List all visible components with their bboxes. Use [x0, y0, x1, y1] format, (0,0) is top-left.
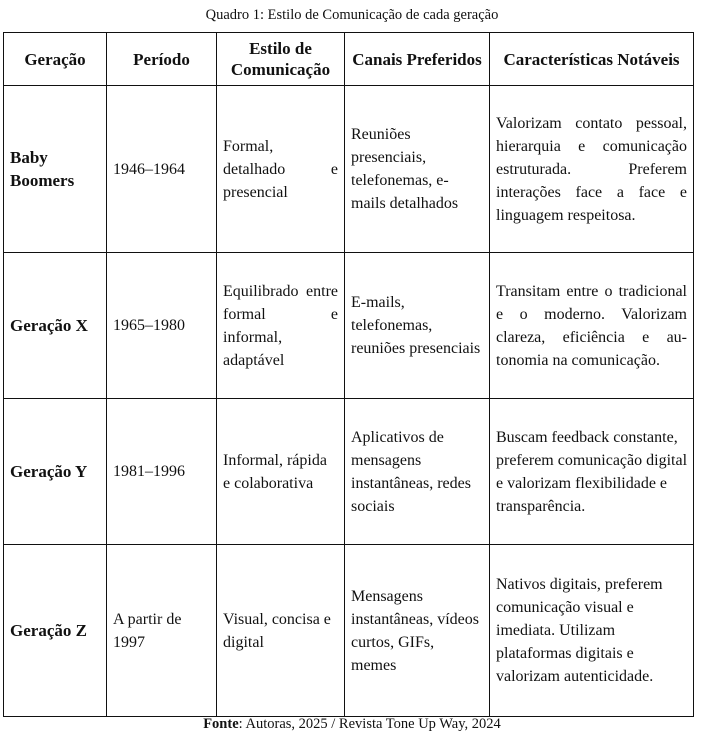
cell-canais: E-mails, telefonemas, reuniões presenciais [345, 253, 490, 399]
header-estilo: Estilo de Comunicação [217, 33, 345, 86]
cell-estilo: Visual, concisa e digital [217, 545, 345, 717]
cell-caracteristicas: Buscam feedback constante, preferem comunicação digital e valorizam flexibilidade e transparência. [490, 399, 694, 545]
cell-estilo: Formal, detalhado e presencial [217, 86, 345, 253]
table-header-row [4, 33, 694, 86]
cell-periodo: A partir de 1997 [107, 545, 217, 717]
source-text: : Autoras, 2025 / Revista Tone Up Way, 2024 [238, 716, 501, 732]
table-row [4, 253, 694, 399]
cell-geracao: Baby Boomers [4, 86, 107, 253]
source-label: Fonte [203, 716, 239, 732]
cell-caracteristicas: Nativos digitais, preferem comunicação visual e imediata. Utilizam plataformas digitais e valorizam autenticidade. [490, 545, 694, 717]
cell-geracao: Geração X [4, 253, 107, 399]
header-periodo: Período [107, 33, 217, 86]
cell-canais: Aplicativos de mensagens instantâneas, redes sociais [345, 399, 490, 545]
table-source-note [0, 715, 704, 733]
header-canais: Canais Preferidos [345, 33, 490, 86]
cell-canais: Reuniões presenciais, telefonemas, e-mails detalhados [345, 86, 490, 253]
table-row [4, 86, 694, 253]
cell-estilo: Informal, rápida e colaborativa [217, 399, 345, 545]
cell-geracao: Geração Z [4, 545, 107, 717]
table-row [4, 545, 694, 717]
communication-styles-table [3, 32, 694, 717]
header-geracao: Geração [4, 33, 107, 86]
cell-periodo: 1981–1996 [107, 399, 217, 545]
header-caracteristicas: Características Notáveis [490, 33, 694, 86]
cell-geracao: Geração Y [4, 399, 107, 545]
cell-caracteristicas: Transitam entre o tradicional e o moderno. Valorizam clareza, eficiência e autonomia na comunicação. [490, 253, 694, 399]
cell-periodo: 1965–1980 [107, 253, 217, 399]
table-row [4, 399, 694, 545]
cell-caracteristicas: Valorizam contato pessoal, hierarquia e comunicação estruturada. Preferem interações face a face e linguagem respeitosa. [490, 86, 694, 253]
table-caption: Quadro 1: Estilo de Comunicação de cada geração [205, 7, 499, 23]
cell-canais: Mensagens instantâneas, vídeos curtos, GIFs, memes [345, 545, 490, 717]
cell-periodo: 1946–1964 [107, 86, 217, 253]
cell-estilo: Equilibrado entre formal e informal, adaptável [217, 253, 345, 399]
